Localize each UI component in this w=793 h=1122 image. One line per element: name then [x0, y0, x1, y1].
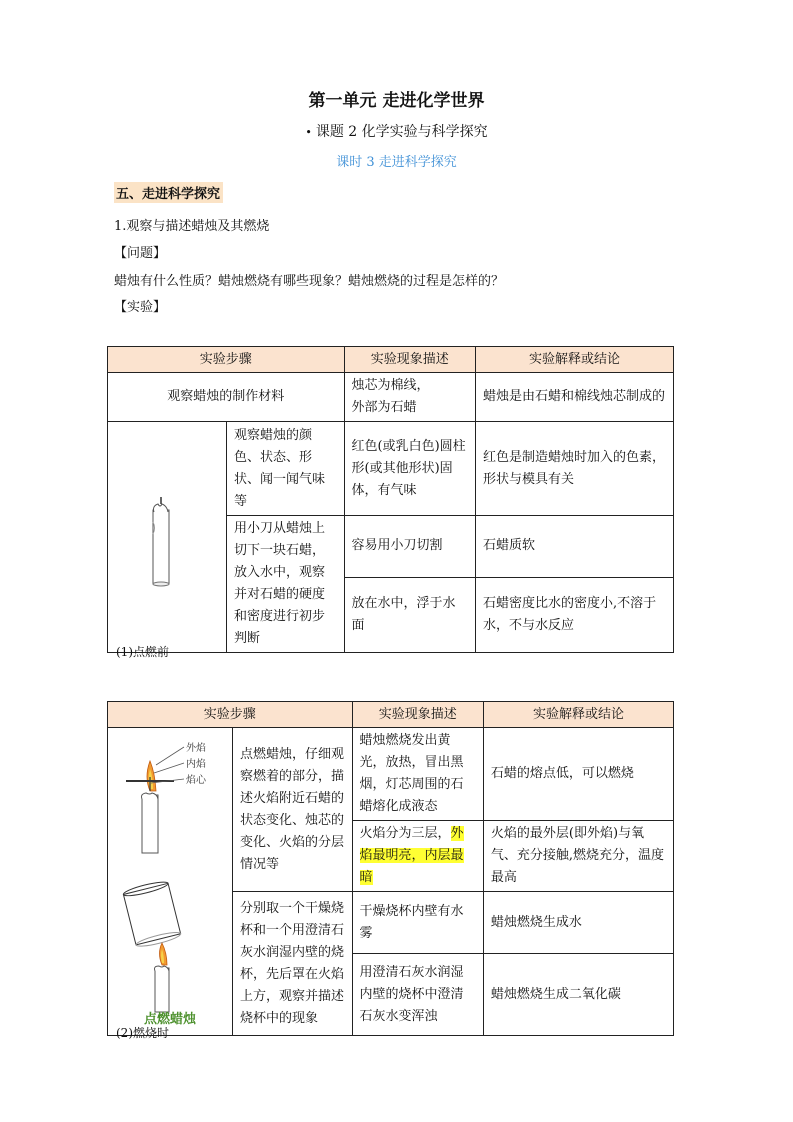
table-header-row — [108, 347, 674, 373]
header-phenomenon: 实验现象描述 — [352, 702, 483, 728]
header-step: 实验步骤 — [108, 347, 345, 373]
unlit-candle-icon — [108, 422, 226, 644]
bullet-icon: • — [305, 126, 312, 139]
phenomenon-line: 烛芯为棉线， — [351, 378, 430, 393]
phenomenon-cell: 用澄清石灰水润湿内壁的烧杯中澄清石灰水变浑浊 — [352, 954, 483, 1036]
conclusion-cell: 蜡烛是由石蜡和棉线烛芯制成的 — [475, 373, 673, 422]
topic-subtitle-text: 课题 2 化学实验与科学探究 — [315, 124, 488, 140]
conclusion-cell: 石蜡质软 — [475, 516, 673, 578]
flame-label-outer: 外焰 — [186, 742, 206, 754]
lesson-title: 课时 3 走进科学探究 — [336, 155, 457, 170]
phenomenon-text: 火焰分为三层， — [359, 826, 451, 841]
unit-title: 第一单元 走进化学世界 — [308, 91, 485, 111]
phenomenon-cell: 蜡烛燃烧发出黄光，放热，冒出黑烟，灯芯周围的石蜡熔化成液态 — [352, 728, 483, 821]
candle-image-cell — [108, 422, 227, 653]
topic-subtitle — [0, 121, 793, 141]
conclusion-cell: 红色是制造蜡烛时加入的色素，形状与模具有关 — [475, 422, 673, 516]
conclusion-cell: 火焰的最外层(即外焰)与氧气、充分接触,燃烧充分，温度最高 — [483, 821, 673, 892]
step-cell: 点燃蜡烛，仔细观察燃着的部分，描述火焰附近石蜡的状态变化、烛芯的变化、火焰的分层情况等 — [233, 728, 353, 892]
phenomenon-cell: 容易用小刀切割 — [344, 516, 475, 578]
intro-item: 1.观察与描述蜡烛及其燃烧 — [114, 219, 270, 234]
flame-label-core: 焰心 — [186, 774, 206, 786]
phenomenon-line: 外部为石蜡 — [351, 400, 417, 415]
problem-tag: 【问题】 — [114, 246, 167, 261]
table-header-row — [108, 702, 674, 728]
phenomenon-cell: 干燥烧杯内壁有水雾 — [352, 892, 483, 954]
table-row — [108, 728, 674, 821]
table1-caption: (1)点燃前 — [116, 645, 169, 659]
table-row — [108, 422, 674, 516]
question-text: 蜡烛有什么性质？蜡烛燃烧有哪些现象？蜡烛燃烧的过程是怎样的？ — [114, 274, 505, 289]
burning-candle-icon — [108, 733, 232, 1023]
table-during-burning — [107, 701, 674, 1036]
phenomenon-cell: 红色(或乳白色)圆柱形(或其他形状)固体，有气味 — [344, 422, 475, 516]
flame-label-inner: 内焰 — [186, 758, 206, 770]
header-conclusion: 实验解释或结论 — [475, 347, 673, 373]
table-before-lighting — [107, 346, 674, 653]
header-step: 实验步骤 — [108, 702, 353, 728]
header-conclusion: 实验解释或结论 — [483, 702, 673, 728]
phenomenon-cell — [344, 373, 475, 422]
section-heading: 五、走进科学探究 — [114, 182, 223, 203]
image-caption: 点燃蜡烛 — [143, 1012, 196, 1027]
conclusion-cell: 蜡烛燃烧生成水 — [483, 892, 673, 954]
conclusion-cell: 蜡烛燃烧生成二氧化碳 — [483, 954, 673, 1036]
step-cell: 观察蜡烛的颜色、状态、形状、闻一闻气味等 — [227, 422, 345, 516]
step-cell: 分别取一个干燥烧杯和一个用澄清石灰水润湿内壁的烧杯，先后罩在火焰上方，观察并描述烧杯中的现象 — [233, 892, 353, 1036]
highlighted-text: 外焰最明亮，内层最暗 — [359, 826, 464, 885]
header-phenomenon: 实验现象描述 — [344, 347, 475, 373]
conclusion-cell: 石蜡的熔点低，可以燃烧 — [483, 728, 673, 821]
table-row — [108, 373, 674, 422]
burning-image-cell — [108, 728, 233, 1036]
experiment-tag: 【实验】 — [114, 300, 167, 315]
phenomenon-cell: 放在水中，浮于水面 — [344, 577, 475, 652]
conclusion-cell: 石蜡密度比水的密度小,不溶于水，不与水反应 — [475, 577, 673, 652]
phenomenon-cell — [352, 821, 483, 892]
step-cell: 用小刀从蜡烛上切下一块石蜡，放入水中，观察并对石蜡的硬度和密度进行初步判断 — [227, 516, 345, 653]
table2-caption: (2)燃烧时 — [116, 1026, 169, 1040]
step-cell: 观察蜡烛的制作材料 — [108, 373, 345, 422]
